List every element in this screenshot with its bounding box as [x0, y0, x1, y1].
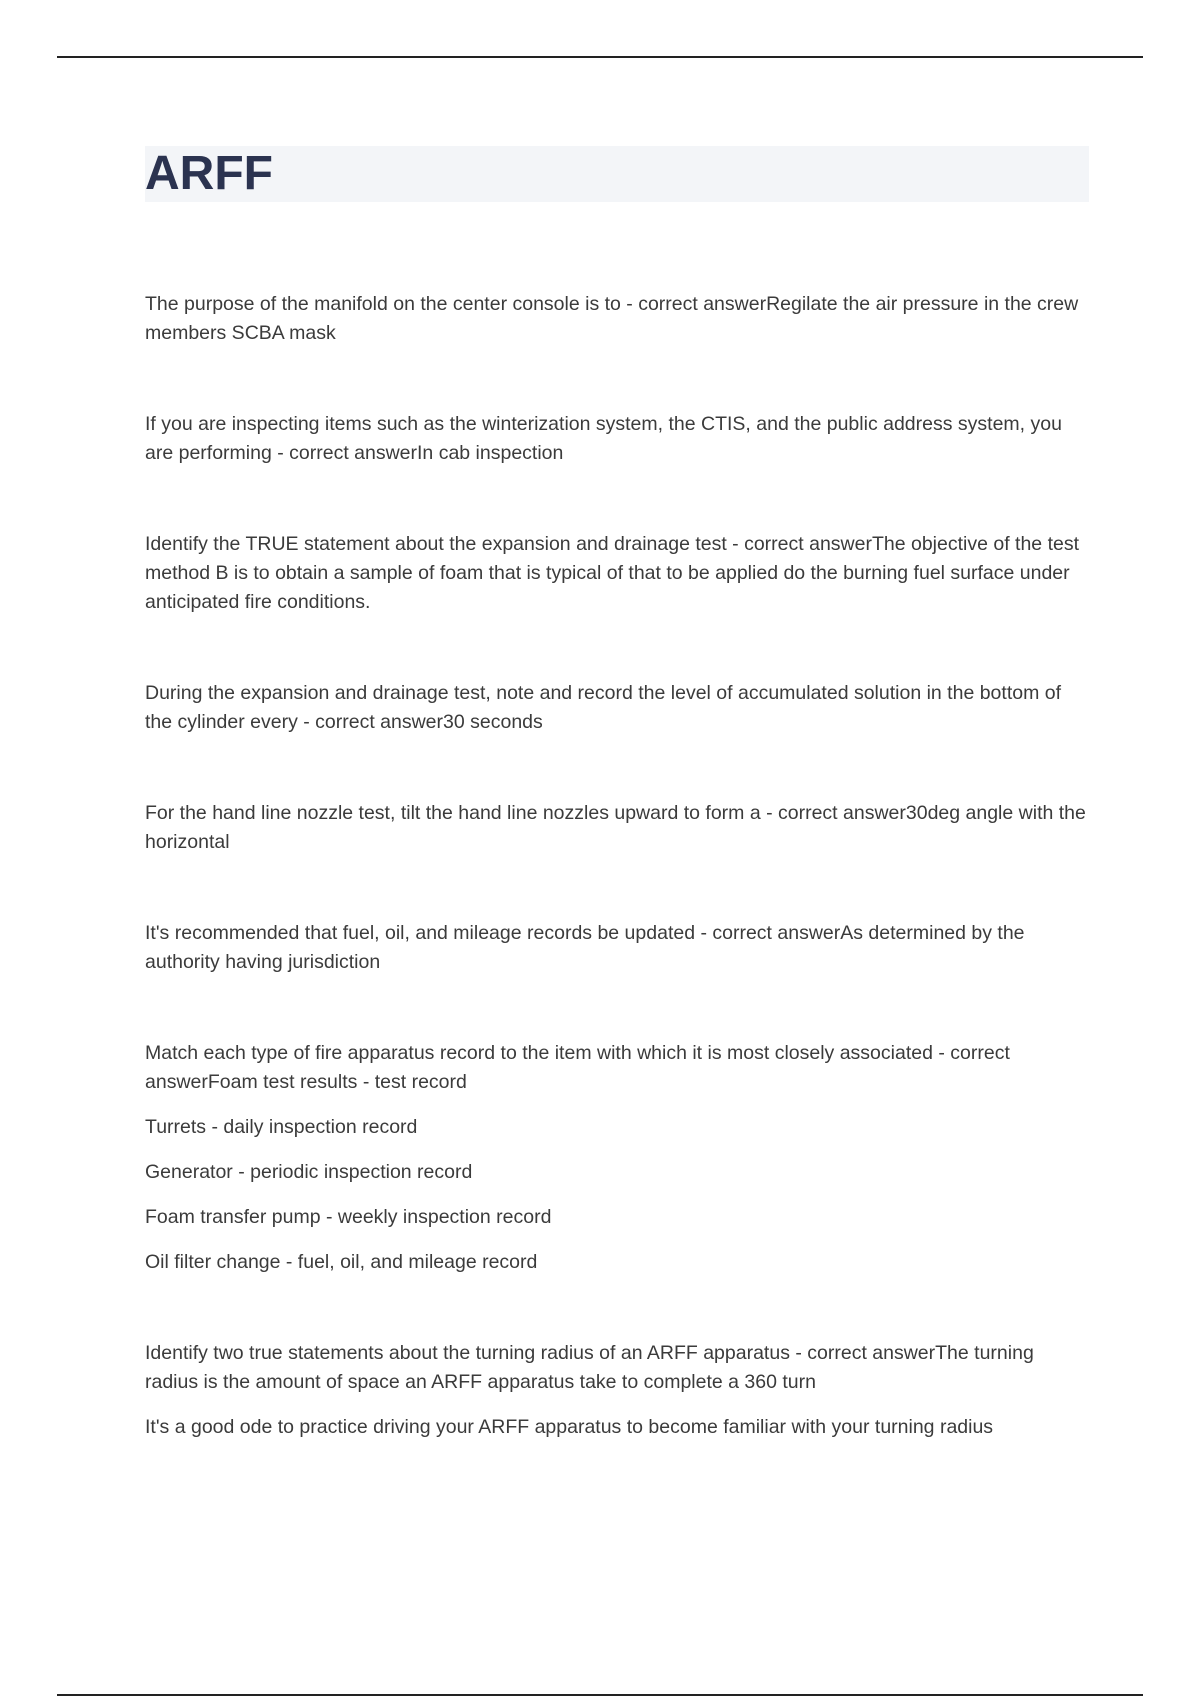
- qa-text: It's recommended that fuel, oil, and mileage records be updated - correct answerAs determined by the authority having jurisdiction: [145, 922, 1025, 973]
- qa-text: If you are inspecting items such as the winterization system, the CTIS, and the public address system, you are performing - correct answerIn cab inspection: [145, 413, 1062, 464]
- qa-text: Match each type of fire apparatus record to the item with which it is most closely associated - correct answerFoam test results - test record: [145, 1042, 1010, 1093]
- qa-item: [145, 410, 1090, 468]
- document-body: [145, 290, 1090, 1442]
- qa-subline: It's a good ode to practice driving your ARFF apparatus to become familiar with your turning radius: [145, 1416, 994, 1438]
- qa-item: [145, 1339, 1090, 1442]
- qa-text: Identify the TRUE statement about the expansion and drainage test - correct answerThe objective of the test method B is to obtain a sample of foam that is typical of that to be applied do the burning fuel surface under anticipated fire conditions.: [145, 533, 1080, 613]
- qa-text: Identify two true statements about the turning radius of an ARFF apparatus - correct answerThe turning radius is the amount of space an ARFF apparatus take to complete a 360 turn: [145, 1342, 1034, 1393]
- qa-subline: Turrets - daily inspection record: [145, 1116, 418, 1138]
- qa-subline: Foam transfer pump - weekly inspection record: [145, 1206, 552, 1228]
- qa-item: [145, 290, 1090, 348]
- top-rule: [57, 56, 1143, 58]
- qa-item: [145, 530, 1090, 617]
- qa-text: During the expansion and drainage test, note and record the level of accumulated solution in the bottom of the cylinder every - correct answer30 seconds: [145, 682, 1062, 733]
- qa-text: The purpose of the manifold on the center console is to - correct answerRegilate the air pressure in the crew members SCBA mask: [145, 293, 1079, 344]
- bottom-rule: [57, 1694, 1143, 1696]
- qa-item: [145, 919, 1090, 977]
- qa-text: For the hand line nozzle test, tilt the hand line nozzles upward to form a - correct answer30deg angle with the horizontal: [145, 802, 1086, 853]
- qa-subline: Generator - periodic inspection record: [145, 1161, 473, 1183]
- document-title: ARFF: [145, 147, 273, 200]
- qa-item: [145, 799, 1090, 857]
- qa-subline: Oil filter change - fuel, oil, and mileage record: [145, 1251, 538, 1273]
- qa-item: [145, 679, 1090, 737]
- title-band: [145, 146, 1089, 202]
- qa-item: [145, 1039, 1090, 1277]
